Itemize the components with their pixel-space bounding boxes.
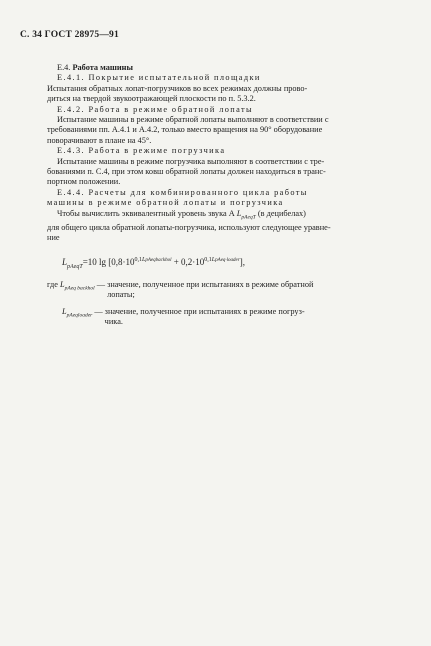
equation: $L_{pAeqT}=10$ $\lg [0,8\cdot 10^{0,1LpAeqbackhol} + 0,2\cdot 10^{0,1LpAeq\cdot loader}]$, xyxy=(62,257,245,270)
section-e44-text-1 xyxy=(47,209,409,223)
section-e4-title: Работа машины xyxy=(72,63,133,72)
definition-row xyxy=(47,280,409,301)
section-e44-heading-1: Е.4.4. Расчеты для комбинированного цикла работы xyxy=(57,187,308,197)
section-e41-text-1: Испытания обратных лопат-погрузчиков во всех режимах должны прово- xyxy=(47,83,308,93)
definition-text: значение, полученное при испытаниях в режиме погруз- чика. xyxy=(104,306,305,327)
section-e42-heading: Е.4.2. Работа в режиме обратной лопаты xyxy=(57,104,254,114)
section-e42-text-3: поворачивают в плане на 45°. xyxy=(47,135,152,145)
definition-term: где $L_{pAeq backhol}$ — xyxy=(47,280,106,292)
section-e4-number: Е.4. xyxy=(57,63,71,72)
section-e43-text-1: Испытание машины в режиме погрузчика выполняют в соответствии с тре- xyxy=(57,156,325,166)
section-e44-text-2: для общего цикла обратной лопаты-погрузчика, используют следующее уравне- xyxy=(47,222,331,232)
page-header: С. 34 ГОСТ 28975—91 xyxy=(20,30,119,40)
section-e42-text-2: требованиями пп. А.4.1 и А.4.2, только вместо вращения на 90° оборудование xyxy=(47,125,323,135)
definition-term: $L_{pAeqloader}$ — xyxy=(62,306,103,319)
section-e43-text-3: портном положении. xyxy=(47,177,121,187)
section-e41-text-2: диться на твердой звукоотражающей плоскости по п. 5.3.2. xyxy=(47,94,256,104)
definition-text: значение, полученное при испытаниях в режиме обратной лопаты; xyxy=(107,280,314,300)
definition-row xyxy=(47,307,409,328)
section-e41-heading: Е.4.1. Покрытие испытательной площадки xyxy=(57,73,261,83)
section-e44-text-1a: Чтобы вычислить эквивалентный уровень звука А xyxy=(57,208,235,218)
section-e43-heading: Е.4.3. Работа в режиме погрузчика xyxy=(57,146,226,156)
document-body xyxy=(47,63,409,244)
section-e44-text-3: ние xyxy=(47,233,60,243)
inline-symbol: $L_{pAeqT}$ xyxy=(236,208,256,221)
section-e42-text-1: Испытание машины в режиме обратной лопаты выполняют в соответствии с xyxy=(57,115,329,125)
section-e43-text-2: бованиями п. С.4, при этом ковш обратной лопаты должен находиться в транс- xyxy=(47,167,326,177)
section-e44-text-1b: (в децибелах) xyxy=(257,208,306,218)
section-e44-heading-2: машины в режиме обратной лопаты и погрузчика xyxy=(47,198,284,208)
section-e4-heading xyxy=(47,63,409,73)
definitions xyxy=(47,280,409,334)
